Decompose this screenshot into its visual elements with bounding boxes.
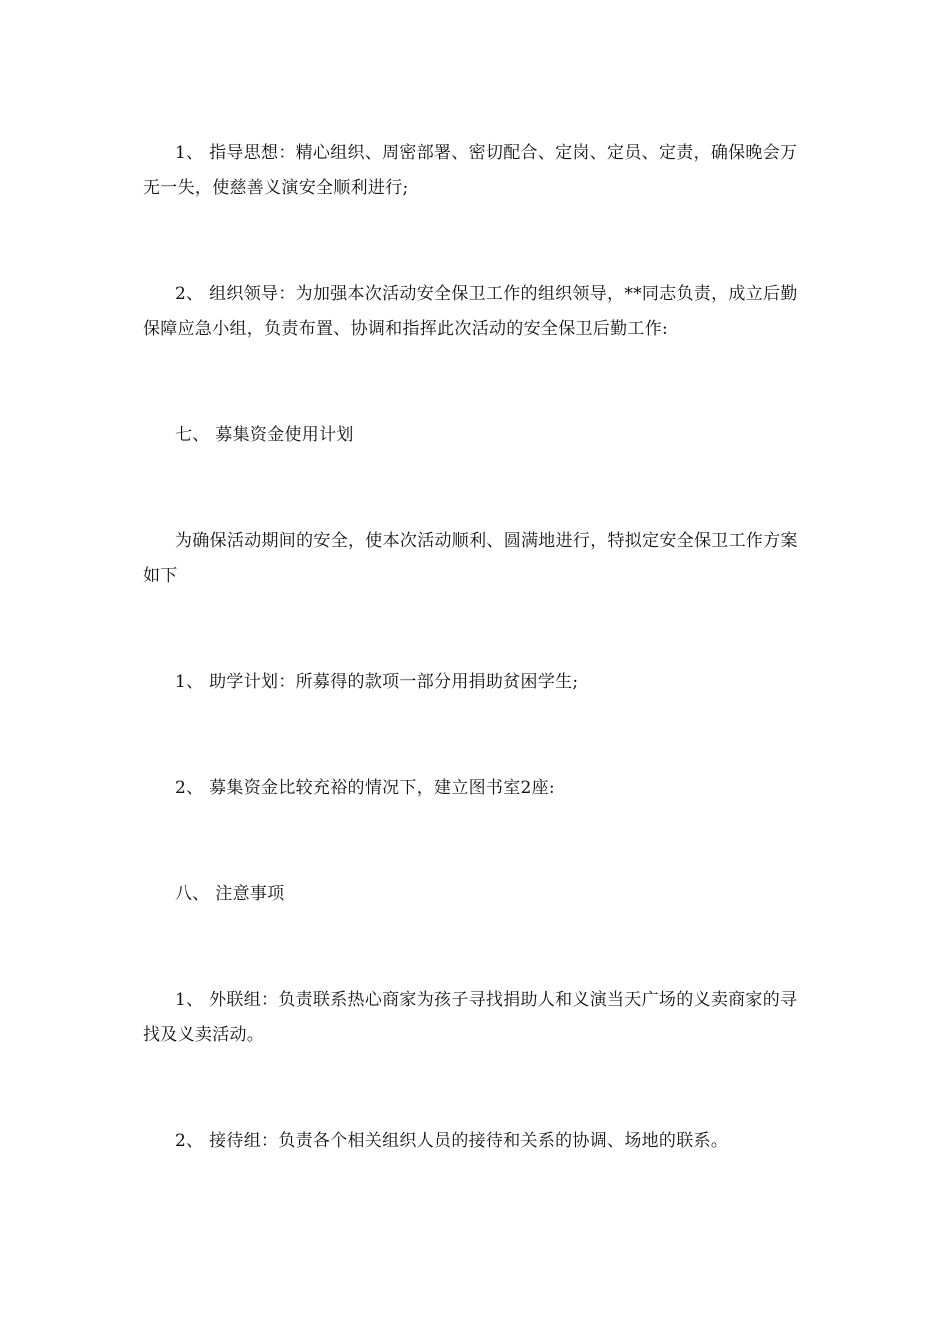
section-heading-precautions: 八、 注意事项 [175,884,285,904]
section-heading-fund-usage-plan: 七、 募集资金使用计划 [175,425,354,445]
paragraph-guiding-ideology: 1、 指导思想：精心组织、周密部署、密切配合、定岗、定员、定责，确保晚会万无一失，使慈善义演安全顺利进行; [143,143,798,198]
paragraph-security-plan-intro: 为确保活动期间的安全，使本次活动顺利、圆满地进行，特拟定安全保卫工作方案如下 [143,531,798,586]
paragraph-organization-leadership: 2、 组织领导：为加强本次活动安全保卫工作的组织领导，**同志负责，成立后勤保障应急小组，负责布置、协调和指挥此次活动的安全保卫后勤工作: [143,284,798,339]
paragraph-reception-group: 2、 接待组：负责各个相关组织人员的接待和关系的协调、场地的联系。 [175,1131,729,1151]
paragraph-external-liaison: 1、 外联组：负责联系热心商家为孩子寻找捐助人和义演当天广场的义卖商家的寻找及义卖活动。 [143,990,798,1045]
paragraph-student-aid-plan: 1、 助学计划：所募得的款项一部分用捐助贫困学生; [175,672,579,692]
paragraph-library-plan: 2、 募集资金比较充裕的情况下，建立图书室2座: [175,778,555,798]
